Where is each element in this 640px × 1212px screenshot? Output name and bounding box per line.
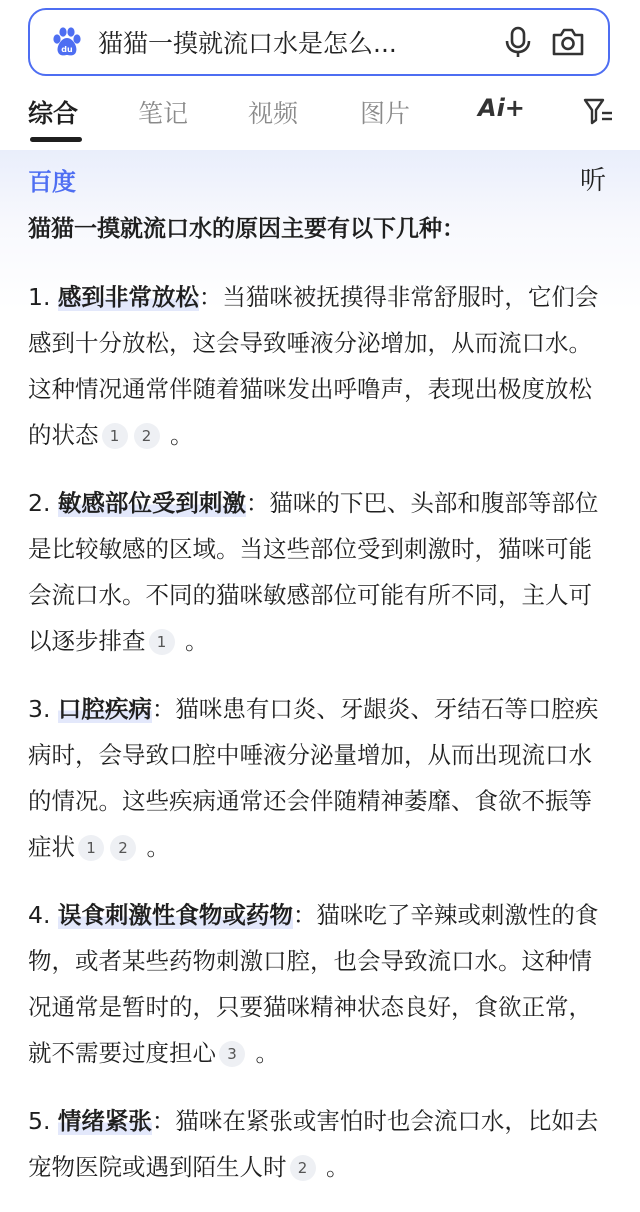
citation-badge[interactable]: 1 xyxy=(149,629,175,655)
citation-badge[interactable]: 1 xyxy=(102,423,128,449)
item-number: 3. xyxy=(28,695,58,723)
ai-plus-icon[interactable]: Ai+ xyxy=(478,94,525,122)
item-number: 4. xyxy=(28,901,58,929)
baidu-paw-icon xyxy=(50,25,84,59)
source-label[interactable]: 百度 xyxy=(28,168,76,196)
citation-badge[interactable]: 1 xyxy=(78,835,104,861)
item-end: 。 xyxy=(177,627,209,655)
tab-videos[interactable]: 视频 xyxy=(248,99,299,128)
filter-icon[interactable] xyxy=(582,96,614,130)
item-text: ：猫咪在紧张或害怕时也会流口水，比如去宠物医院或遇到陌生人时 xyxy=(28,1107,599,1181)
svg-text:du: du xyxy=(61,45,73,54)
answer-intro: 猫猫一摸就流口水的原因主要有以下几种： xyxy=(28,216,465,242)
item-title: 情绪紧张 xyxy=(57,1107,152,1135)
search-input[interactable]: 猫猫一摸就流口水是怎么... xyxy=(98,29,397,58)
item-text: ：当猫咪被抚摸得非常舒服时，它们会感到十分放松，这会导致唾液分泌增加，从而流口水。这种情况通常伴随着猫咪发出呼噜声，表现出极度放松的状态 xyxy=(28,283,599,449)
list-item xyxy=(28,274,610,458)
item-text: ：猫咪的下巴、头部和腹部等部位是比较敏感的区域。当这些部位受到刺激时，猫咪可能会流口水。不同的猫咪敏感部位可能有所不同，主人可以逐步排查 xyxy=(28,489,599,655)
item-title: 敏感部位受到刺激 xyxy=(57,489,246,517)
tab-notes[interactable]: 笔记 xyxy=(138,99,189,128)
list-item xyxy=(28,686,610,870)
item-title: 感到非常放松 xyxy=(57,283,199,311)
item-title: 口腔疾病 xyxy=(57,695,152,723)
item-end: 。 xyxy=(139,833,170,861)
citation-badge[interactable]: 2 xyxy=(110,835,136,861)
list-item xyxy=(28,892,610,1076)
list-item xyxy=(28,480,610,664)
item-end: 。 xyxy=(248,1039,279,1067)
item-end: 。 xyxy=(162,421,194,449)
item-text: ：猫咪患有口炎、牙龈炎、牙结石等口腔疾病时，会导致口腔中唾液分泌量增加，从而出现流口水的情况。这些疾病通常还会伴随精神萎靡、食欲不振等症状 xyxy=(28,695,599,861)
list-item xyxy=(28,1098,610,1190)
item-title: 误食刺激性食物或药物 xyxy=(57,901,293,929)
answer-list xyxy=(28,274,610,1212)
tab-images[interactable]: 图片 xyxy=(360,99,411,128)
item-text: ：猫咪吃了辛辣或刺激性的食物，或者某些药物刺激口腔，也会导致流口水。这种情况通常是暂时的，只要猫咪精神状态良好，食欲正常，就不需要过度担心 xyxy=(28,901,599,1067)
tab-bar xyxy=(0,94,640,144)
citation-badge[interactable]: 3 xyxy=(219,1041,245,1067)
item-number: 2. xyxy=(28,489,58,517)
citation-badge[interactable]: 2 xyxy=(134,423,160,449)
ai-answer-card xyxy=(0,150,640,1181)
citation-badge[interactable]: 2 xyxy=(290,1155,316,1181)
active-tab-indicator xyxy=(30,137,82,142)
item-number: 1. xyxy=(28,283,58,311)
item-end: 。 xyxy=(318,1153,350,1181)
listen-button[interactable]: 听 xyxy=(580,166,607,196)
tab-comprehensive[interactable]: 综合 xyxy=(28,99,79,128)
microphone-icon[interactable] xyxy=(500,24,536,60)
item-number: 5. xyxy=(28,1107,58,1135)
search-box[interactable] xyxy=(28,8,610,76)
camera-icon[interactable] xyxy=(550,24,586,60)
